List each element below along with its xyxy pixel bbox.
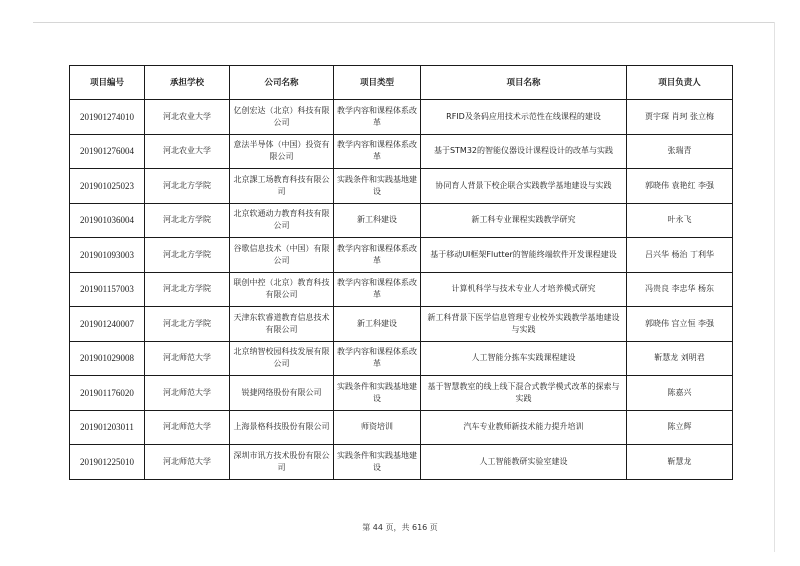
- project-name-cell: 人工智能教研实验室建设: [421, 445, 627, 480]
- school-cell: 河北北方学院: [145, 307, 230, 342]
- project-type-cell: 实践条件和实践基地建设: [334, 169, 421, 204]
- project-name-cell: 协同育人背景下校企联合实践教学基地建设与实践: [421, 169, 627, 204]
- table-row: [70, 410, 733, 445]
- project-type-cell: 实践条件和实践基地建设: [334, 376, 421, 411]
- project-type-cell: 师资培训: [334, 410, 421, 445]
- school-cell: 河北师范大学: [145, 376, 230, 411]
- leader-cell: 陈立辉: [627, 410, 733, 445]
- company-cell: 北京纳智校园科技发展有限公司: [230, 341, 334, 376]
- company-cell: 意法半导体（中国）投资有限公司: [230, 134, 334, 169]
- company-cell: 深圳市讯方技术股份有限公司: [230, 445, 334, 480]
- school-cell: 河北北方学院: [145, 238, 230, 273]
- table-row: [70, 307, 733, 342]
- project-id-cell: 201901036004: [70, 203, 145, 238]
- project-type-cell: 新工科建设: [334, 203, 421, 238]
- project-type-cell: 新工科建设: [334, 307, 421, 342]
- leader-cell: 吕兴华 杨治 丁利华: [627, 238, 733, 273]
- project-name-cell: 新工科专业课程实践教学研究: [421, 203, 627, 238]
- leader-cell: 贾宇琛 肖珂 张立梅: [627, 100, 733, 135]
- project-type-cell: 教学内容和课程体系改革: [334, 341, 421, 376]
- table-row: [70, 376, 733, 411]
- leader-cell: 郭晓伟 宫立恒 李强: [627, 307, 733, 342]
- project-id-cell: 201901240007: [70, 307, 145, 342]
- project-type-cell: 教学内容和课程体系改革: [334, 238, 421, 273]
- table-row: [70, 203, 733, 238]
- table-row: [70, 445, 733, 480]
- leader-cell: 陈嘉兴: [627, 376, 733, 411]
- leader-cell: 靳慧龙: [627, 445, 733, 480]
- school-cell: 河北师范大学: [145, 445, 230, 480]
- table-header-row: [70, 66, 733, 100]
- header-project-name: 项目名称: [421, 66, 627, 100]
- school-cell: 河北师范大学: [145, 410, 230, 445]
- school-cell: 河北农业大学: [145, 100, 230, 135]
- header-leader: 项目负责人: [627, 66, 733, 100]
- header-project-type: 项目类型: [334, 66, 421, 100]
- project-name-cell: 计算机科学与技术专业人才培养模式研究: [421, 272, 627, 307]
- company-cell: 上海景格科技股份有限公司: [230, 410, 334, 445]
- table-row: [70, 100, 733, 135]
- project-table: [69, 65, 733, 480]
- school-cell: 河北农业大学: [145, 134, 230, 169]
- leader-cell: 郭晓伟 袁艳红 李强: [627, 169, 733, 204]
- project-name-cell: 新工科背景下医学信息管理专业校外实践教学基地建设与实践: [421, 307, 627, 342]
- table-row: [70, 169, 733, 204]
- project-id-cell: 201901225010: [70, 445, 145, 480]
- project-name-cell: 基于STM32的智能仪器设计课程设计的改革与实践: [421, 134, 627, 169]
- page-top-border: [33, 22, 775, 23]
- page-number-footer: 第 44 页，共 616 页: [362, 523, 438, 532]
- project-id-cell: 201901093003: [70, 238, 145, 273]
- project-name-cell: RFID及条码应用技术示范性在线课程的建设: [421, 100, 627, 135]
- header-project-id: 项目编号: [70, 66, 145, 100]
- company-cell: 谷歌信息技术（中国）有限公司: [230, 238, 334, 273]
- school-cell: 河北北方学院: [145, 203, 230, 238]
- project-id-cell: 201901157003: [70, 272, 145, 307]
- project-name-cell: 人工智能分拣车实践课程建设: [421, 341, 627, 376]
- company-cell: 亿创宏达（北京）科技有限公司: [230, 100, 334, 135]
- project-type-cell: 教学内容和课程体系改革: [334, 134, 421, 169]
- project-id-cell: 201901025023: [70, 169, 145, 204]
- company-cell: 北京課工场教育科技有限公司: [230, 169, 334, 204]
- leader-cell: 张瑞青: [627, 134, 733, 169]
- project-id-cell: 201901176020: [70, 376, 145, 411]
- company-cell: 北京软通动力教育科技有限公司: [230, 203, 334, 238]
- company-cell: 锐捷网络股份有限公司: [230, 376, 334, 411]
- project-name-cell: 汽车专业教师新技术能力提升培训: [421, 410, 627, 445]
- school-cell: 河北北方学院: [145, 272, 230, 307]
- leader-cell: 叶永飞: [627, 203, 733, 238]
- project-type-cell: 教学内容和课程体系改革: [334, 272, 421, 307]
- project-id-cell: 201901029008: [70, 341, 145, 376]
- table-row: [70, 134, 733, 169]
- school-cell: 河北北方学院: [145, 169, 230, 204]
- project-name-cell: 基于移动UI框架Flutter的智能终端软件开发课程建设: [421, 238, 627, 273]
- project-id-cell: 201901274010: [70, 100, 145, 135]
- page-right-border: [774, 22, 775, 552]
- header-school: 承担学校: [145, 66, 230, 100]
- company-cell: 联创中控（北京）教育科技有限公司: [230, 272, 334, 307]
- school-cell: 河北师范大学: [145, 341, 230, 376]
- project-type-cell: 教学内容和课程体系改革: [334, 100, 421, 135]
- leader-cell: 靳慧龙 刘明君: [627, 341, 733, 376]
- table-row: [70, 238, 733, 273]
- project-name-cell: 基于智慧教室的线上线下混合式教学模式改革的探索与实践: [421, 376, 627, 411]
- leader-cell: 冯贵良 李忠华 杨东: [627, 272, 733, 307]
- table-row: [70, 341, 733, 376]
- header-company: 公司名称: [230, 66, 334, 100]
- project-id-cell: 201901203011: [70, 410, 145, 445]
- company-cell: 天津东软睿道教育信息技术有限公司: [230, 307, 334, 342]
- project-id-cell: 201901276004: [70, 134, 145, 169]
- table-row: [70, 272, 733, 307]
- project-type-cell: 实践条件和实践基地建设: [334, 445, 421, 480]
